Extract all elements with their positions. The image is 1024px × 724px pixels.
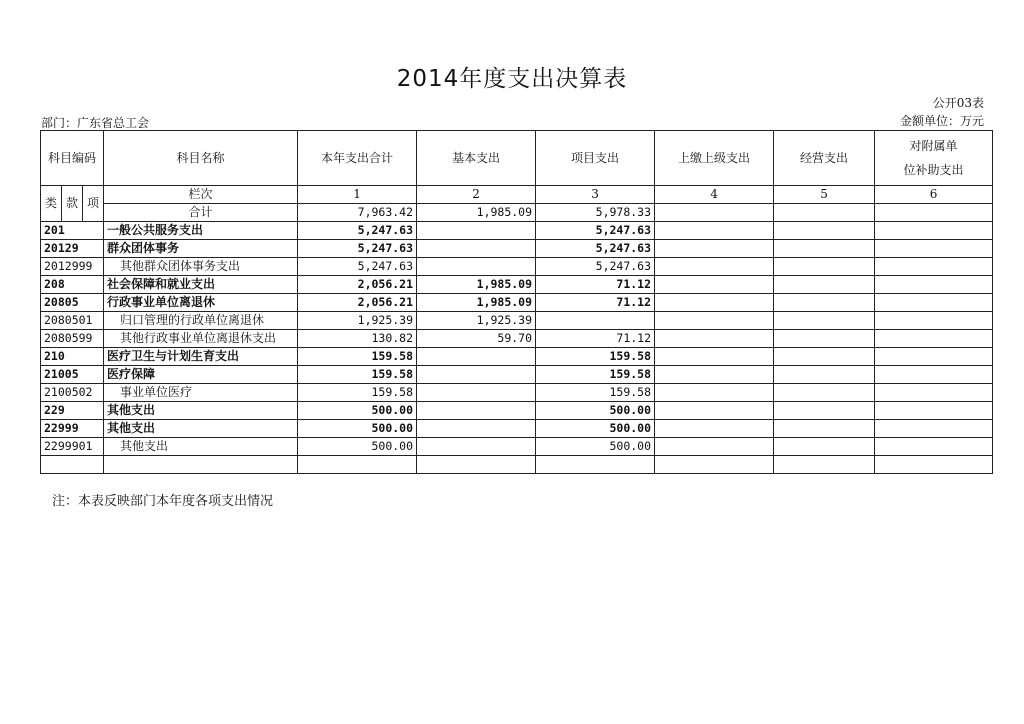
row-basic (417, 222, 536, 240)
row-project: 500.00 (536, 438, 655, 456)
row-upper (655, 294, 774, 312)
row-total: 2,056.21 (298, 276, 417, 294)
col-number-6: 6 (875, 186, 993, 204)
row-business (774, 420, 875, 438)
row-subsidy (875, 312, 993, 330)
row-business (774, 276, 875, 294)
header-name: 科目名称 (104, 131, 298, 186)
row-name: 医疗卫生与计划生育支出 (104, 348, 298, 366)
row-upper (655, 240, 774, 258)
row-upper (655, 222, 774, 240)
department-label: 部门：广东省总工会 (41, 116, 150, 130)
empty-cell (774, 456, 875, 474)
header-upper: 上缴上级支出 (655, 131, 774, 186)
row-project: 159.58 (536, 366, 655, 384)
row-code: 2012999 (41, 258, 104, 276)
row-code: 208 (41, 276, 104, 294)
row-name: 社会保障和就业支出 (104, 276, 298, 294)
total-sum: 7,963.42 (298, 204, 417, 222)
row-basic (417, 366, 536, 384)
empty-cell (298, 456, 417, 474)
total-business (774, 204, 875, 222)
row-business (774, 222, 875, 240)
row-upper (655, 312, 774, 330)
row-project: 5,247.63 (536, 258, 655, 276)
table-row (41, 384, 993, 402)
row-basic: 59.70 (417, 330, 536, 348)
row-upper (655, 438, 774, 456)
row-project: 5,247.63 (536, 222, 655, 240)
row-total: 500.00 (298, 420, 417, 438)
row-project: 500.00 (536, 402, 655, 420)
row-code: 2299901 (41, 438, 104, 456)
row-basic (417, 402, 536, 420)
row-basic: 1,985.09 (417, 294, 536, 312)
empty-cell (875, 456, 993, 474)
row-total: 159.58 (298, 348, 417, 366)
row-business (774, 438, 875, 456)
row-basic: 1,925.39 (417, 312, 536, 330)
row-subsidy (875, 222, 993, 240)
row-basic (417, 258, 536, 276)
empty-cell (655, 456, 774, 474)
row-subsidy (875, 402, 993, 420)
row-project: 71.12 (536, 330, 655, 348)
row-name: 其他群众团体事务支出 (104, 258, 298, 276)
row-business (774, 384, 875, 402)
header-basic: 基本支出 (417, 131, 536, 186)
table-row (41, 294, 993, 312)
row-basic (417, 384, 536, 402)
row-code: 22999 (41, 420, 104, 438)
subheader-lei: 类 (41, 186, 62, 222)
row-subsidy (875, 366, 993, 384)
col-number-3: 3 (536, 186, 655, 204)
header-project: 项目支出 (536, 131, 655, 186)
row-upper (655, 276, 774, 294)
row-subsidy (875, 258, 993, 276)
row-code: 20805 (41, 294, 104, 312)
row-upper (655, 402, 774, 420)
table-row (41, 438, 993, 456)
table-row (41, 420, 993, 438)
total-subsidy (875, 204, 993, 222)
row-project: 159.58 (536, 348, 655, 366)
row-basic (417, 348, 536, 366)
amount-unit: 金额单位：万元 (899, 114, 984, 128)
row-upper (655, 258, 774, 276)
row-project: 159.58 (536, 384, 655, 402)
row-subsidy (875, 330, 993, 348)
table-row (41, 258, 993, 276)
row-code: 2100502 (41, 384, 104, 402)
subheader-kuan: 款 (62, 186, 83, 222)
row-name: 行政事业单位离退休 (104, 294, 298, 312)
column-number-row (41, 186, 993, 204)
page-title: 2014年度支出决算表 (396, 66, 628, 92)
row-name: 归口管理的行政单位离退休 (104, 312, 298, 330)
row-subsidy (875, 240, 993, 258)
row-total: 159.58 (298, 384, 417, 402)
row-business (774, 330, 875, 348)
col-number-1: 1 (298, 186, 417, 204)
row-business (774, 294, 875, 312)
total-basic: 1,985.09 (417, 204, 536, 222)
row-name: 医疗保障 (104, 366, 298, 384)
row-basic: 1,985.09 (417, 276, 536, 294)
total-project: 5,978.33 (536, 204, 655, 222)
total-row (41, 204, 993, 222)
row-total: 130.82 (298, 330, 417, 348)
row-basic (417, 240, 536, 258)
row-total: 159.58 (298, 366, 417, 384)
row-code: 2080599 (41, 330, 104, 348)
row-total: 5,247.63 (298, 240, 417, 258)
header-code: 科目编码 (41, 131, 104, 186)
row-name: 群众团体事务 (104, 240, 298, 258)
row-business (774, 312, 875, 330)
header-business: 经营支出 (774, 131, 875, 186)
row-project (536, 312, 655, 330)
table-row (41, 348, 993, 366)
subheader-xiang: 项 (83, 186, 104, 222)
row-business (774, 258, 875, 276)
expenditure-table (40, 130, 993, 474)
row-business (774, 240, 875, 258)
empty-code (41, 456, 104, 474)
table-row (41, 276, 993, 294)
row-upper (655, 348, 774, 366)
form-number: 公开03表 (932, 96, 984, 110)
row-name: 其他行政事业单位离退休支出 (104, 330, 298, 348)
row-basic (417, 420, 536, 438)
empty-cell (417, 456, 536, 474)
row-basic (417, 438, 536, 456)
row-total: 5,247.63 (298, 222, 417, 240)
row-total: 2,056.21 (298, 294, 417, 312)
row-total: 500.00 (298, 402, 417, 420)
header-subsidy-line2: 位补助支出 (903, 163, 964, 177)
row-code: 201 (41, 222, 104, 240)
row-code: 21005 (41, 366, 104, 384)
row-project: 500.00 (536, 420, 655, 438)
empty-row (41, 456, 993, 474)
row-total: 500.00 (298, 438, 417, 456)
table-row (41, 330, 993, 348)
row-project: 71.12 (536, 294, 655, 312)
row-business (774, 348, 875, 366)
row-business (774, 366, 875, 384)
row-project: 71.12 (536, 276, 655, 294)
row-upper (655, 366, 774, 384)
row-subsidy (875, 438, 993, 456)
empty-cell (104, 456, 298, 474)
footnote: 注：本表反映部门本年度各项支出情况 (52, 494, 274, 509)
row-upper (655, 330, 774, 348)
total-upper (655, 204, 774, 222)
row-code: 210 (41, 348, 104, 366)
header-total: 本年支出合计 (298, 131, 417, 186)
col-number-5: 5 (774, 186, 875, 204)
empty-cell (536, 456, 655, 474)
row-total: 1,925.39 (298, 312, 417, 330)
row-name: 其他支出 (104, 438, 298, 456)
row-project: 5,247.63 (536, 240, 655, 258)
row-name: 一般公共服务支出 (104, 222, 298, 240)
header-subsidy-line1: 对附属单 (909, 139, 958, 153)
row-subsidy (875, 384, 993, 402)
table-row (41, 312, 993, 330)
row-subsidy (875, 276, 993, 294)
col-number-4: 4 (655, 186, 774, 204)
row-code: 20129 (41, 240, 104, 258)
row-name: 其他支出 (104, 402, 298, 420)
row-subsidy (875, 420, 993, 438)
row-subsidy (875, 348, 993, 366)
table-row (41, 240, 993, 258)
header-subsidy (875, 131, 993, 186)
row-upper (655, 420, 774, 438)
row-subsidy (875, 294, 993, 312)
row-code: 2080501 (41, 312, 104, 330)
total-label: 合计 (104, 204, 298, 222)
row-code: 229 (41, 402, 104, 420)
row-name: 事业单位医疗 (104, 384, 298, 402)
table-row (41, 366, 993, 384)
table-row (41, 222, 993, 240)
row-business (774, 402, 875, 420)
row-total: 5,247.63 (298, 258, 417, 276)
col-number-2: 2 (417, 186, 536, 204)
table-row (41, 402, 993, 420)
header-row (41, 131, 993, 186)
row-name: 其他支出 (104, 420, 298, 438)
subheader-lanci: 栏次 (104, 186, 298, 204)
row-upper (655, 384, 774, 402)
